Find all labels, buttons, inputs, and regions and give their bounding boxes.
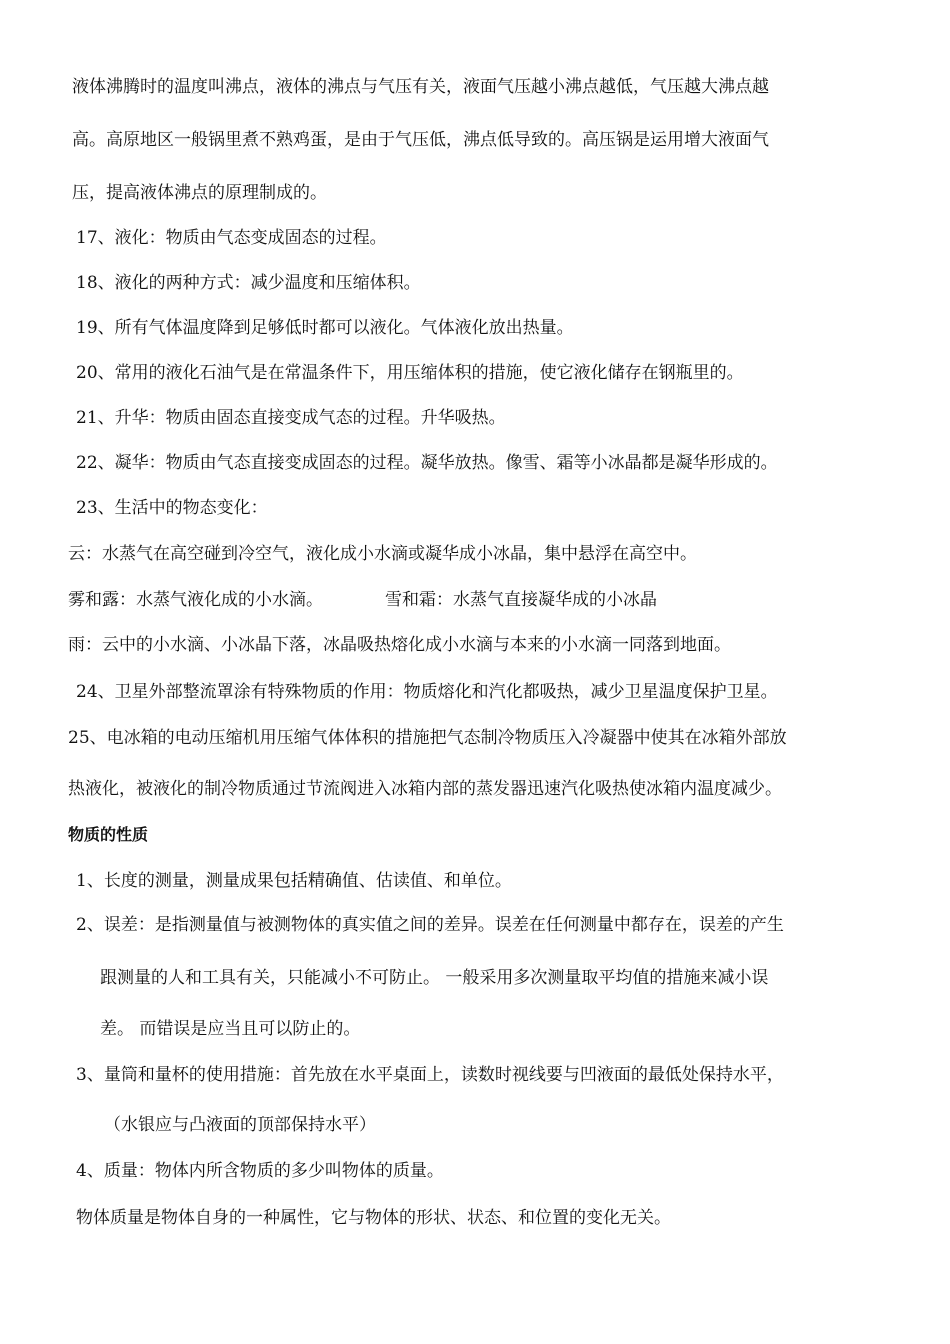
list-item-21: 21、升华：物质由固态直接变成气态的过程。升华吸热。 — [76, 408, 506, 428]
list-item-25-line-1: 25、电冰箱的电动压缩机用压缩气体体积的措施把气态制冷物质压入冷凝器中使其在冰箱外部放 — [68, 728, 787, 748]
section-heading: 物质的性质 — [68, 825, 149, 844]
list-item-19: 19、所有气体温度降到足够低时都可以液化。气体液化放出热量。 — [76, 318, 574, 338]
property-item-2-line-3: 差。 而错误是应当且可以防止的。 — [100, 1019, 361, 1039]
fog-dew-line: 雾和露：水蒸气液化成的小水滴。 — [68, 590, 323, 610]
rain-line: 雨：云中的小水滴、小冰晶下落，冰晶吸热熔化成小水滴与本来的小水滴一同落到地面。 — [68, 635, 731, 655]
property-item-4: 4、质量：物体内所含物质的多少叫物体的质量。 — [76, 1161, 444, 1181]
list-item-18: 18、液化的两种方式：减少温度和压缩体积。 — [76, 273, 421, 293]
property-item-3-line-1: 3、量筒和量杯的使用措施：首先放在水平桌面上，读数时视线要与凹液面的最低处保持水平， — [76, 1065, 784, 1085]
paragraph-boiling-line-1: 液体沸腾时的温度叫沸点，液体的沸点与气压有关，液面气压越小沸点越低，气压越大沸点越 — [72, 77, 769, 97]
list-item-23: 23、生活中的物态变化： — [76, 498, 268, 518]
paragraph-boiling-line-3: 压，提高液体沸点的原理制成的。 — [72, 183, 327, 203]
list-item-22: 22、凝华：物质由气态直接变成固态的过程。凝华放热。像雪、霜等小冰晶都是凝华形成的。 — [76, 453, 778, 473]
snow-frost-line: 雪和霜：水蒸气直接凝华成的小冰晶 — [385, 590, 657, 610]
property-item-2-line-2: 跟测量的人和工具有关，只能减小不可防止。 一般采用多次测量取平均值的措施来减小误 — [100, 968, 769, 988]
property-item-2-line-1: 2、误差：是指测量值与被测物体的真实值之间的差异。误差在任何测量中都存在，误差的产生 — [76, 915, 784, 935]
list-item-20: 20、常用的液化石油气是在常温条件下，用压缩体积的措施，使它液化储存在钢瓶里的。 — [76, 363, 744, 383]
list-item-25-line-2: 热液化，被液化的制冷物质通过节流阀进入冰箱内部的蒸发器迅速汽化吸热使冰箱内温度减少。 — [68, 779, 782, 799]
property-item-3-line-2: （水银应与凸液面的顶部保持水平） — [104, 1115, 376, 1135]
list-item-24: 24、卫星外部整流罩涂有特殊物质的作用：物质熔化和汽化都吸热，减少卫星温度保护卫星。 — [76, 682, 778, 702]
property-item-1: 1、长度的测量，测量成果包括精确值、估读值、和单位。 — [76, 871, 512, 891]
list-item-17: 17、液化：物质由气态变成固态的过程。 — [76, 228, 387, 248]
cloud-line: 云：水蒸气在高空碰到冷空气，液化成小水滴或凝华成小冰晶，集中悬浮在高空中。 — [68, 544, 697, 564]
paragraph-boiling-line-2: 高。高原地区一般锅里煮不熟鸡蛋，是由于气压低，沸点低导致的。高压锅是运用增大液面气 — [72, 130, 769, 150]
property-item-4-note: 物体质量是物体自身的一种属性，它与物体的形状、状态、和位置的变化无关。 — [76, 1208, 671, 1228]
